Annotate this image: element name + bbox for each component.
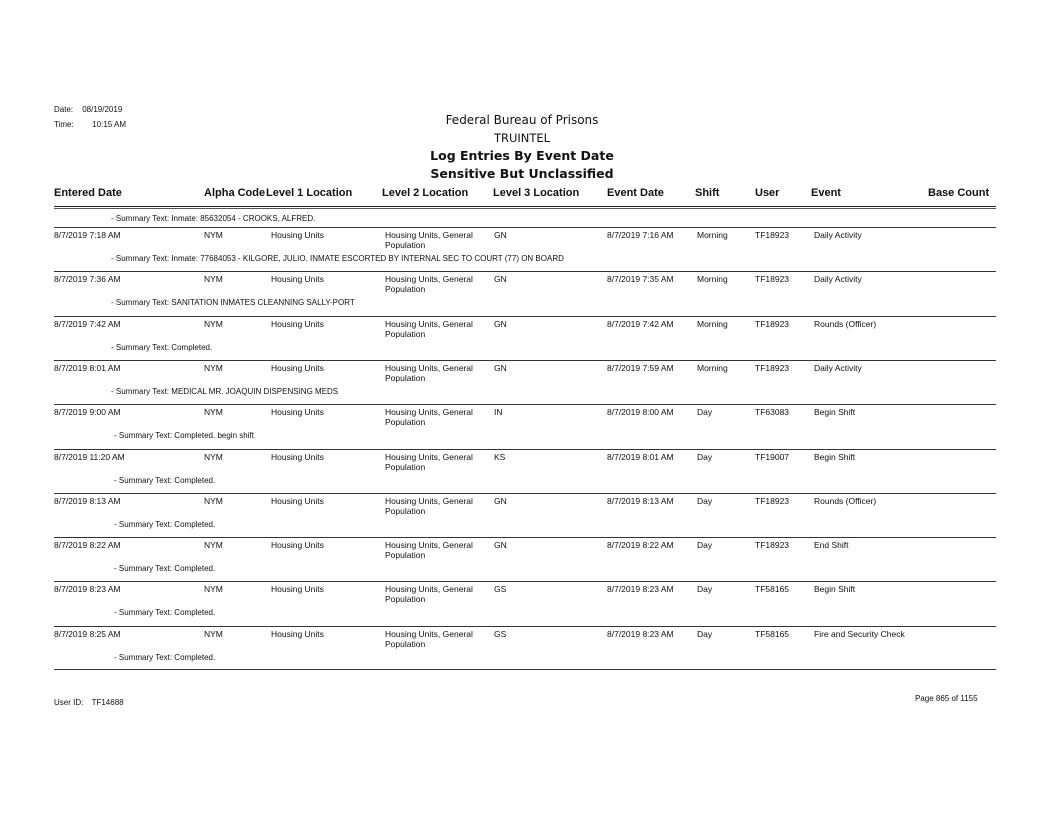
row-rule	[54, 360, 996, 361]
report-title-block	[380, 111, 664, 183]
entry-user: TF18923	[755, 274, 790, 285]
entry-entered-date: 8/7/2019 8:13 AM	[54, 495, 121, 506]
entry-event-date: 8/7/2019 7:59 AM	[607, 362, 674, 373]
row-rule	[54, 404, 996, 405]
entry-summary-text: - Summary Text: Completed.	[114, 475, 216, 485]
entry-summary-text: - Summary Text: MEDICAL MR. JOAQUIN DISPENSING MEDS	[111, 386, 339, 396]
entry-alpha-code: NYM	[204, 407, 223, 418]
entry-summary-text: - Summary Text: Completed.	[111, 342, 213, 352]
entry-event-date: 8/7/2019 8:00 AM	[607, 407, 674, 418]
entry-summary-text: - Summary Text: Completed.	[114, 519, 216, 529]
entry-level1-location: Housing Units	[271, 407, 324, 418]
entry-user: TF58165	[755, 584, 790, 595]
entry-shift: Morning	[697, 318, 728, 329]
entry-shift: Morning	[697, 230, 728, 240]
col-alpha-code: Alpha Code	[204, 187, 266, 199]
entry-user: TF63083	[755, 407, 790, 418]
entry-level2-location: Housing Units, General Population	[385, 407, 473, 428]
footer-user-id	[54, 698, 124, 707]
entry-entered-date: 8/7/2019 8:23 AM	[54, 584, 121, 595]
entry-alpha-code: NYM	[204, 628, 223, 639]
entry-event: Daily Activity	[814, 230, 862, 240]
entry-event: Begin Shift	[814, 451, 856, 462]
entry-entered-date: 8/7/2019 8:22 AM	[54, 540, 121, 551]
entry-level3-location: GN	[494, 362, 507, 373]
entry-entered-date: 8/7/2019 7:42 AM	[54, 318, 121, 329]
entry-shift: Day	[697, 540, 713, 551]
entry-alpha-code: NYM	[204, 495, 223, 506]
col-base-count: Base Count	[928, 187, 990, 199]
entry-event: Rounds (Officer)	[814, 318, 877, 329]
entry-summary-text: - Summary Text: Completed. begin shift	[114, 431, 254, 441]
entry-event: Daily Activity	[814, 362, 862, 373]
row-rule	[54, 271, 996, 272]
entry-shift: Day	[697, 451, 713, 462]
col-level2-location: Level 2 Location	[382, 187, 469, 199]
col-event-date: Event Date	[607, 187, 664, 199]
entry-summary-text: - Summary Text: Completed.	[114, 652, 216, 662]
entry-shift: Day	[697, 407, 713, 418]
col-level3-location: Level 3 Location	[493, 187, 580, 199]
entry-level1-location: Housing Units	[271, 274, 324, 285]
row-rule	[54, 581, 996, 582]
agency-title: Federal Bureau of Prisons	[445, 113, 599, 127]
entry-level1-location: Housing Units	[271, 495, 324, 506]
col-event: Event	[811, 187, 841, 199]
row-rule	[54, 493, 996, 494]
entry-event-date: 8/7/2019 8:23 AM	[607, 628, 674, 639]
col-level1-location: Level 1 Location	[266, 187, 353, 199]
entry-shift: Day	[697, 584, 713, 595]
row-rule	[54, 626, 996, 627]
user-id-label: User ID:	[54, 698, 84, 707]
entry-event-date: 8/7/2019 8:23 AM	[607, 584, 674, 595]
entry-user: TF19007	[755, 451, 790, 462]
entry-event-date: 8/7/2019 7:42 AM	[607, 318, 674, 329]
entry-summary-text: - Summary Text: Completed.	[114, 564, 216, 574]
entry-alpha-code: NYM	[204, 451, 223, 462]
entry-level1-location: Housing Units	[271, 584, 324, 595]
entry-shift: Day	[697, 628, 713, 639]
classification-title: Sensitive But Unclassified	[430, 166, 614, 181]
top-summary-text: - Summary Text: Inmate: 85632054 - CROOKS, ALFRED.	[111, 214, 316, 223]
entry-level2-location: Housing Units, General Population	[385, 451, 473, 472]
entry-level2-location: Housing Units, General Population	[385, 318, 473, 339]
col-user: User	[755, 187, 780, 199]
entry-level3-location: GN	[494, 540, 507, 551]
row-rule	[54, 227, 996, 228]
report-date	[54, 105, 122, 114]
entry-user: TF18923	[755, 230, 790, 240]
page-number: Page 865 of 1155	[915, 694, 978, 703]
entry-event: Rounds (Officer)	[814, 495, 877, 506]
entry-level3-location: GN	[494, 318, 507, 329]
entry-level1-location: Housing Units	[271, 451, 324, 462]
entry-alpha-code: NYM	[204, 362, 223, 373]
entry-entered-date: 8/7/2019 7:36 AM	[54, 274, 121, 285]
entry-level1-location: Housing Units	[271, 628, 324, 639]
row-rule	[54, 316, 996, 317]
report-title: Log Entries By Event Date	[430, 148, 614, 163]
entry-level3-location: GS	[494, 628, 507, 639]
entry-level2-location: Housing Units, General Population	[385, 230, 473, 250]
entry-entered-date: 8/7/2019 9:00 AM	[54, 407, 121, 418]
date-label: Date:	[54, 105, 74, 114]
entry-alpha-code: NYM	[204, 318, 223, 329]
time-value: 10:15 AM	[92, 120, 127, 129]
entry-level3-location: GN	[494, 495, 507, 506]
entry-user: TF18923	[755, 318, 790, 329]
entry-event: Begin Shift	[814, 407, 856, 418]
entry-entered-date: 8/7/2019 7:18 AM	[54, 230, 121, 240]
entry-shift: Morning	[697, 362, 728, 373]
entry-event-date: 8/7/2019 8:22 AM	[607, 540, 674, 551]
entry-user: TF58165	[755, 628, 790, 639]
col-entered-date: Entered Date	[54, 187, 122, 199]
time-label: Time:	[54, 120, 74, 129]
entry-alpha-code: NYM	[204, 230, 223, 240]
entry-event: Begin Shift	[814, 584, 856, 595]
entry-level2-location: Housing Units, General Population	[385, 540, 473, 561]
entry-level3-location: GN	[494, 230, 507, 240]
entry-alpha-code: NYM	[204, 540, 223, 551]
table-bottom-rule	[54, 669, 996, 670]
entry-entered-date: 8/7/2019 8:01 AM	[54, 362, 121, 373]
entry-level3-location: GN	[494, 274, 507, 285]
entry-summary-text: - Summary Text: SANITATION INMATES CLEANNING SALLY-PORT	[111, 298, 355, 308]
entry-event: End Shift	[814, 540, 849, 551]
entry-level1-location: Housing Units	[271, 318, 324, 329]
col-shift: Shift	[695, 187, 720, 199]
header-rule	[54, 206, 996, 207]
entry-level3-location: IN	[494, 407, 503, 418]
entry-level2-location: Housing Units, General Population	[385, 362, 473, 383]
entry-level1-location: Housing Units	[271, 362, 324, 373]
entry-level2-location: Housing Units, General Population	[385, 584, 473, 605]
report-time	[54, 120, 126, 129]
entry-shift: Morning	[697, 274, 728, 285]
entry-summary-text: - Summary Text: Completed.	[114, 608, 216, 618]
entry-entered-date: 8/7/2019 11:20 AM	[54, 451, 125, 462]
system-title: TRUINTEL	[493, 131, 551, 145]
entry-level3-location: KS	[494, 451, 506, 462]
entry-entered-date: 8/7/2019 8:25 AM	[54, 628, 121, 639]
entry-event-date: 8/7/2019 8:01 AM	[607, 451, 674, 462]
entry-user: TF18923	[755, 362, 790, 373]
entry-level3-location: GS	[494, 584, 507, 595]
entry-level1-location: Housing Units	[271, 540, 324, 551]
entry-level2-location: Housing Units, General Population	[385, 274, 473, 295]
entry-event-date: 8/7/2019 8:13 AM	[607, 495, 674, 506]
entry-alpha-code: NYM	[204, 584, 223, 595]
entry-summary-text: - Summary Text: Inmate: 77684053 - KILGORE, JULIO. INMATE ESCORTED BY INTERNAL SEC TO COURT (77) ON BOARD	[111, 254, 564, 263]
entry-level2-location: Housing Units, General Population	[385, 495, 473, 516]
row-rule	[54, 449, 996, 450]
row-rule	[54, 537, 996, 538]
entry-level1-location: Housing Units	[271, 230, 324, 240]
entry-alpha-code: NYM	[204, 274, 223, 285]
entry-event-date: 8/7/2019 7:35 AM	[607, 274, 674, 285]
user-id-value: TF14688	[91, 698, 124, 707]
entry-event-date: 8/7/2019 7:16 AM	[607, 230, 674, 240]
header-rule-secondary	[54, 208, 996, 209]
entry-event: Daily Activity	[814, 274, 862, 285]
date-value: 08/19/2019	[82, 105, 123, 114]
entry-level2-location: Housing Units, General Population	[385, 628, 473, 649]
entry-user: TF18923	[755, 540, 790, 551]
entry-event: Fire and Security Check	[814, 628, 905, 639]
entry-user: TF18923	[755, 495, 790, 506]
entry-shift: Day	[697, 495, 713, 506]
